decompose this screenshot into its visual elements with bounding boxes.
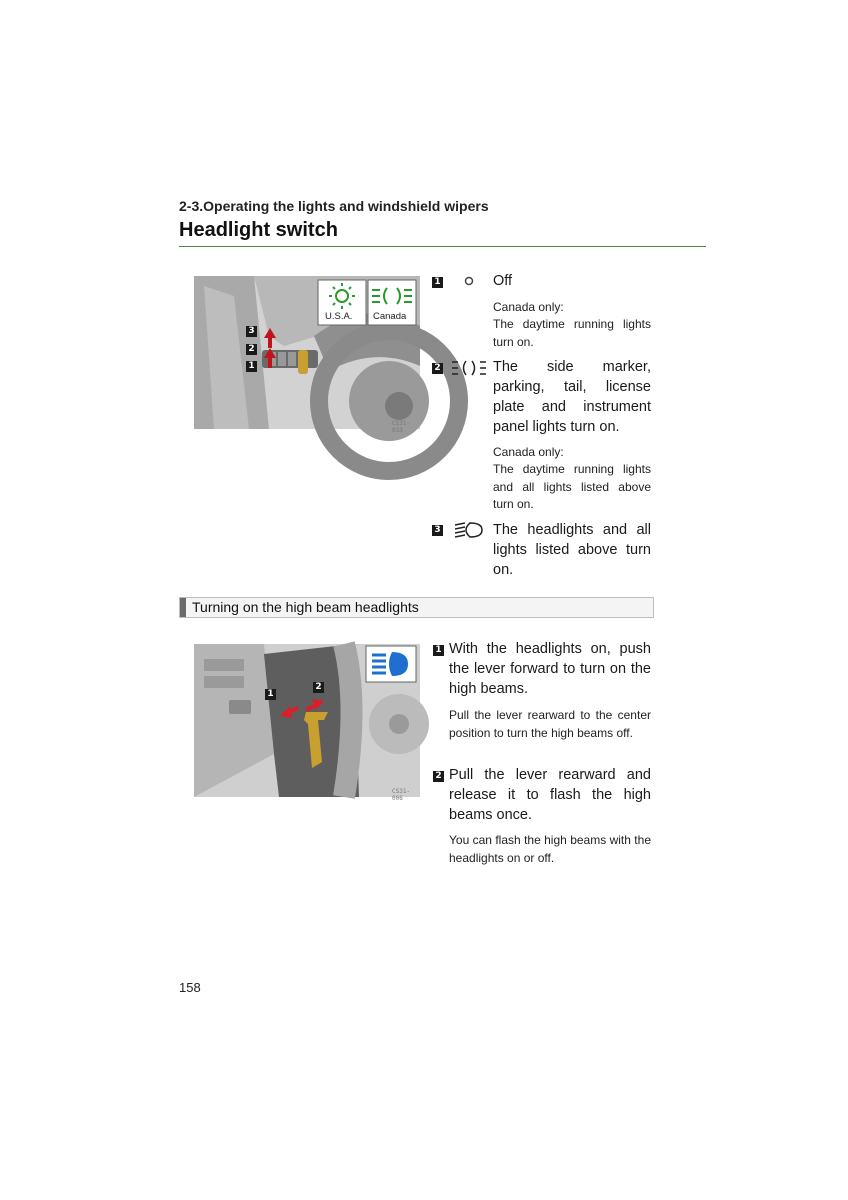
- off-circle-icon: [463, 274, 475, 292]
- step-1-number: 1: [433, 645, 444, 656]
- position-1-number: 1: [432, 277, 443, 288]
- callout-2: 2: [246, 344, 257, 355]
- high-beam-figure: [194, 644, 420, 802]
- position-1-label: Off: [493, 273, 513, 289]
- inset-label-canada: Canada: [373, 311, 407, 322]
- figure-code: CS31-006: [392, 788, 411, 802]
- subheader-accent-bar: [180, 598, 186, 617]
- step-2-text: Pull the lever rearward and release it to flash the high beams once.: [449, 767, 651, 823]
- parking-light-icon: [451, 358, 487, 383]
- step-2-number: 2: [433, 771, 444, 782]
- position-3-label: The headlights and all lights listed above turn on.: [493, 522, 651, 578]
- callout-2: 2: [313, 682, 324, 693]
- callout-1: 1: [246, 361, 257, 372]
- inset-label-usa: U.S.A.: [325, 311, 353, 322]
- position-2-note-title: Canada only:: [493, 445, 564, 459]
- high-beam-heading: Turning on the high beam headlights: [192, 599, 419, 615]
- position-1-note-title: Canada only:: [493, 300, 564, 314]
- callout-3: 3: [246, 326, 257, 337]
- position-1-note: The daytime running lights turn on.: [493, 317, 651, 349]
- figure-code: CS31-033: [392, 420, 411, 434]
- position-2-number: 2: [432, 363, 443, 374]
- section-label: 2-3.Operating the lights and windshield wipers: [179, 198, 489, 214]
- page-title: Headlight switch: [179, 219, 338, 241]
- high-beam-section-header: [179, 597, 654, 618]
- title-divider: [179, 246, 706, 247]
- headlight-switch-figure: [194, 276, 420, 434]
- step-2-note: You can flash the high beams with the headlights on or off.: [449, 833, 651, 865]
- step-1-note: Pull the lever rearward to the center position to turn the high beams off.: [449, 708, 651, 740]
- position-2-note: The daytime running lights and all lights listed above turn on.: [493, 462, 651, 511]
- step-1-text: With the headlights on, push the lever forward to turn on the high beams.: [449, 641, 651, 697]
- callout-1: 1: [265, 689, 276, 700]
- position-3-number: 3: [432, 525, 443, 536]
- page-number: 158: [179, 980, 201, 995]
- headlight-icon: [453, 520, 483, 545]
- position-2-label: The side marker, parking, tail, license plate and instrument panel lights turn on.: [493, 359, 651, 435]
